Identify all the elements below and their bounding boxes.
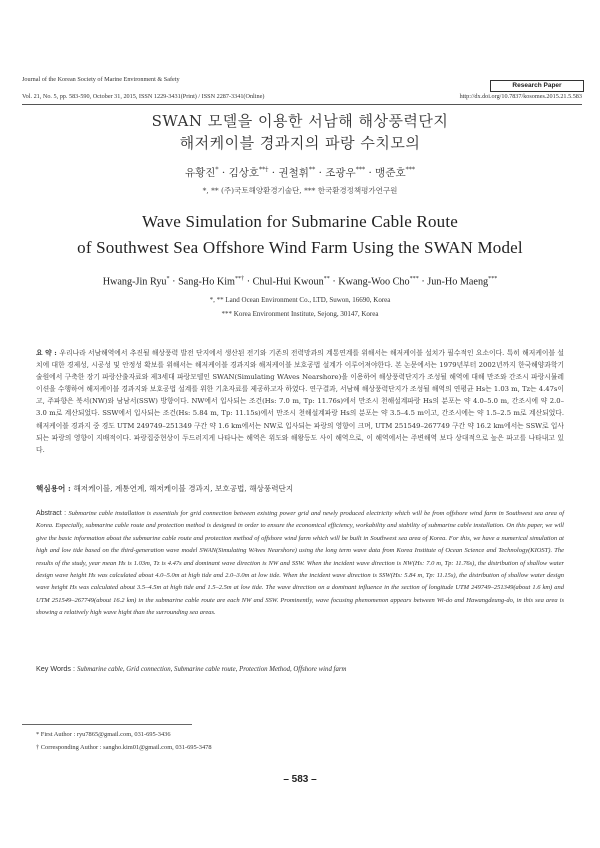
author-mark: **: [323, 276, 330, 282]
author-mark: ***: [409, 276, 419, 282]
author-separator: ·: [172, 276, 176, 288]
author-mark: **†: [259, 166, 269, 174]
author-name: 김상호: [228, 167, 259, 179]
first-author-footnote: * First Author : ryu7865@gmail.com, 031-695-3436: [36, 731, 171, 738]
korean-title-line1: SWAN 모델을 이용한 서남해 해상풍력단지: [151, 112, 449, 130]
author-separator: ·: [332, 276, 336, 288]
research-paper-badge: Research Paper: [490, 80, 584, 92]
author-mark: ***: [405, 166, 416, 174]
korean-keywords-label: 핵심용어 :: [36, 484, 74, 493]
corresponding-author-footnote: † Corresponding Author : sangho.kim01@gmail.com, 031-695-3478: [36, 744, 212, 751]
author-separator: ·: [271, 167, 276, 179]
author-name: 권철휘: [278, 167, 309, 179]
author-separator: ·: [421, 276, 425, 288]
korean-title-line2: 해저케이블 경과지의 파랑 수치모의: [179, 134, 421, 152]
doi-link[interactable]: http://dx.doi.org/10.7837/kosomes.2015.21.5.583: [459, 93, 582, 100]
english-abstract-text: Submarine cable installation is essentials for grid connection between existing power grid and newly produced electricity which will be from offshore wind farm in Southwest sea area of Korea. Especially, submarine cable route and protection method is designed in order to ensure the economical efficiency, workability and stability of submarine cable installation. On this paper, we will give the basic information about the submarine cable route and protection method of offshore wind farm which will be built in Southwest sea area of Korea. For this, we have a numerical simulation at high and low tide based on the third-generation wave model SWAN(Simulating WAves Nearshore) using the long term wave data from Korea Institute of Ocean Science and Technology(KIOST). The results of the study, year mean Hs is 1.03m, Tz is 4.47s and dominant wave direction is NW and SSW. When the incident wave direction is NW(Hs: 7.0 m, Tp: 11.76s), the distribution of shallow water design wave height Hs was calculated about 4.0–5.0m at high tide and 2.0–3.0m at low tide. When the incident wave direction is SSW(Hs: 5.84 m, Tp: 11.15s), the distribution of shallow water design wave height Hs was calculated about 3.5–4.5m at high tide and 1.5–2.5m at low tide. The wave direction on a dominant influence in the section of longitude UTM 249749–251349(about 1.6 km) and UTM 251549–267749(about 16.2 km) in the submarine cable route are each NW and SSW. Prominently, wave focusing phenomenon appears between Wi-do and Hawangdeung-do, in this sea area is showing a relatively high wave hight than the surrounding sea areas.: [36, 510, 564, 617]
english-keywords-text: Submarine cable, Grid connection, Submarine cable route, Protection Method, Offshore wind farm: [77, 666, 347, 673]
author-mark: *: [215, 166, 219, 174]
author-name: Sang-Ho Kim: [178, 276, 235, 288]
author-mark: ***: [488, 276, 498, 282]
author-name: Kwang-Woo Cho: [338, 276, 410, 288]
author-mark: **: [308, 166, 316, 174]
english-title-line2: of Southwest Sea Offshore Wind Farm Using the SWAN Model: [77, 238, 523, 257]
author-separator: ·: [246, 276, 251, 288]
author-name: 유황진: [184, 167, 216, 179]
header-rule: [22, 104, 582, 105]
korean-keywords: [36, 483, 293, 494]
english-authors: [0, 276, 600, 287]
english-keywords: [36, 664, 346, 673]
author-name: Chul-Hui Kwoun: [252, 276, 324, 288]
korean-abstract: [36, 347, 564, 456]
english-abstract: [36, 508, 564, 620]
korean-abstract-text: 우리나라 서남해역에서 추진될 해상풍력 발전 단지에서 생산된 전기와 기존의 전력망과의 계통연계를 위해서는 해저케이블 설치가 필수적인 요소이다. 특히 해저케이블 설치에 대한 경제성, 시공성 및 안정성 확보를 위해서는 해저케이블 경과지와 해저케이블 보호공법 설계가 이루어져야한다. 본 논문에서는 1979년부터 2002년까지 한국해양과학기술원에서 구축한 장기 파랑산출자료와 제3세대 파랑모델인 SWAN(Simulating WAves Nearshore)을 이용하여 해상풍력단지가 조성될 해역에 대해 만조와 간조시 파랑시뮬레이션을 수행하여 해저케이블 경과지와 보호공법 설계를 위한 기초자료를 제공하고자 하였다. 연구결과, 서남해 해상풍력단지가 조성될 해역의 연평균 Hs는 1.03 m, Tz는 4.47s이고, 주파향은 북서(NW)와 남남서(SSW) 방향이다. NW에서 입사되는 조건(Hs: 7.0 m, Tp: 11.76s)에서 만조시 천해설계파랑 Hs의 분포는 약 4.0–5.0 m, 간조시에 약 2.0–3.0 m로 계산되었다. SSW에서 입사되는 조건(Hs: 5.84 m, Tp: 11.15s)에서 만조시 천해설계파랑 Hs의 분포는 약 3.5–4.5 m이고, 간조시에는 약 1.5–2.5 m로 계산되었다. 해저케이블 경과지 중 경도 UTM 249749–251349 구간 약 1.6 km에서는 NW로 입사되는 파랑의 영향이 크며, UTM 251549–267749 구간 약 16.2 km에서는 SSW로 입사되는 파랑의 영향이 지배적이다. 파랑집중현상이 두드러지게 나타나는 해역은 위도와 해왕등도 사이 해역으로, 이 해역에서는 주변해역 보다 상대적으로 높은 파고를 나타내고 있다.: [36, 349, 564, 454]
korean-authors: [0, 165, 600, 180]
korean-abstract-label: 요 약 :: [36, 349, 60, 357]
english-keywords-label: Key Words :: [36, 664, 78, 673]
footnote-rule: [22, 724, 192, 725]
volume-info: Vol. 21, No. 5, pp. 583-590, October 31, 2015, ISSN 1229-3431(Print) / ISSN 2287-3341(Online): [22, 93, 265, 100]
author-separator: ·: [368, 167, 372, 179]
author-separator: ·: [221, 167, 226, 179]
korean-keywords-text: 해저케이블, 계통연계, 해저케이블 경과지, 보호공법, 해상풍력단지: [73, 484, 294, 493]
korean-affiliation: *, ** (주)국토해양환경기술단, *** 한국환경정책평가연구원: [202, 186, 398, 195]
author-name: 조광우: [325, 167, 356, 179]
english-affiliation-1: *, ** Land Ocean Environment Co., LTD, Suwon, 16690, Korea: [209, 296, 391, 304]
page-number: – 583 –: [283, 774, 317, 785]
english-affiliation-2: *** Korea Environment Institute, Sejong, 30147, Korea: [221, 310, 379, 318]
author-name: 맹준호: [375, 167, 406, 179]
author-mark: *: [166, 276, 170, 282]
author-mark: ***: [355, 166, 366, 174]
author-name: Jun-Ho Maeng: [427, 276, 489, 288]
author-separator: ·: [318, 167, 322, 179]
english-title-line1: Wave Simulation for Submarine Cable Route: [141, 212, 459, 231]
author-mark: **†: [234, 276, 245, 282]
author-name: Hwang-Jin Ryu: [102, 276, 167, 288]
journal-name: Journal of the Korean Society of Marine Environment & Safety: [22, 76, 180, 83]
english-abstract-label: Abstract :: [36, 510, 69, 517]
